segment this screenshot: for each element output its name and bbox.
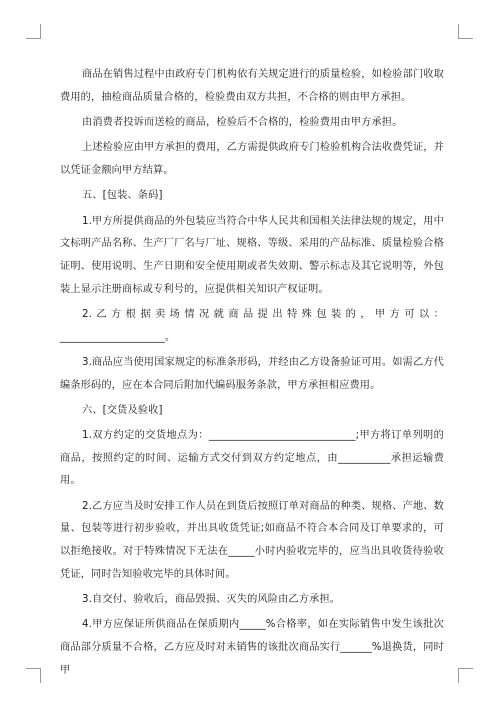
clause-packaging-2: 2.乙方根据卖场情况就商品提出特殊包装的，甲方可以：____________________。 <box>60 308 444 343</box>
section-heading-packaging: 五、[包装、条码] <box>82 190 163 202</box>
document-body <box>60 64 444 685</box>
clause-packaging-3: 3.商品应当使用国家规定的标准条形码，并经由乙方设备验证可用。如需乙方代编条形码的，应在本合同后附加代编码服务条款，甲方承担相应费用。 <box>60 356 444 391</box>
clause-delivery-4: 4.甲方应保证所供商品在保质期内_____%合格率，如在实际销售中发生该批次商品部分质量不合格，乙方应及时对未销售的该批次商品实行______%退换货，同时甲 <box>60 619 444 676</box>
paragraph-consumer-complaint: 由消费者投诉而送检的商品，检验后不合格的，检验费用由甲方承担。 <box>82 116 403 128</box>
crop-mark-top-right <box>458 24 473 39</box>
clause-delivery-1: 1.双方约定的交货地点为：____________________________;甲方将订单列明的商品，按照约定的时间、运输方式交付到双方约定地点，由__________承担运输费用。 <box>60 430 444 487</box>
clause-delivery-3: 3.自交付、验收后，商品毁损、灭失的风险由乙方承担。 <box>82 594 341 606</box>
crop-mark-top-left <box>26 24 41 39</box>
crop-mark-bottom-right <box>458 668 473 683</box>
paragraph-fee-settlement: 上述检验应由甲方承担的费用，乙方需提供政府专门检验机构合法收费凭证，并以凭证金额向甲方结算。 <box>60 142 444 176</box>
clause-delivery-2: 2.乙方应当及时安排工作人员在到货后按照订单对商品的种类、规格、产地、数量、包装等进行初步验收，并出具收货凭证;如商品不符合本合同及订单要求的，可以拒绝接收。对于特殊情况下无法在_____小时内验收完毕的，应当出具收货待验收凭证，同时告知验收完毕的具体时间。 <box>60 500 444 580</box>
clause-packaging-1: 1.甲方所提供商品的外包装应当符合中华人民共和国相关法律法规的规定，用中文标明产品名称、生产厂厂名与厂址、规格、等级、采用的产品标准、质量检验合格证明、使用说明、生产日期和安全使用期或者失效期、警示标志及其它说明等，外包装上显示注册商标或专利号的，应提供相关知识产权证明。 <box>60 215 444 295</box>
paragraph-inspection-fees: 商品在销售过程中由政府专门机构依有关规定进行的质量检验，如检验部门收取费用的，抽检商品质量合格的，检验费由双方共担，不合格的则由甲方承担。 <box>60 69 444 103</box>
crop-mark-bottom-left <box>26 668 41 683</box>
section-heading-delivery: 六、[交货及验收] <box>82 404 163 416</box>
